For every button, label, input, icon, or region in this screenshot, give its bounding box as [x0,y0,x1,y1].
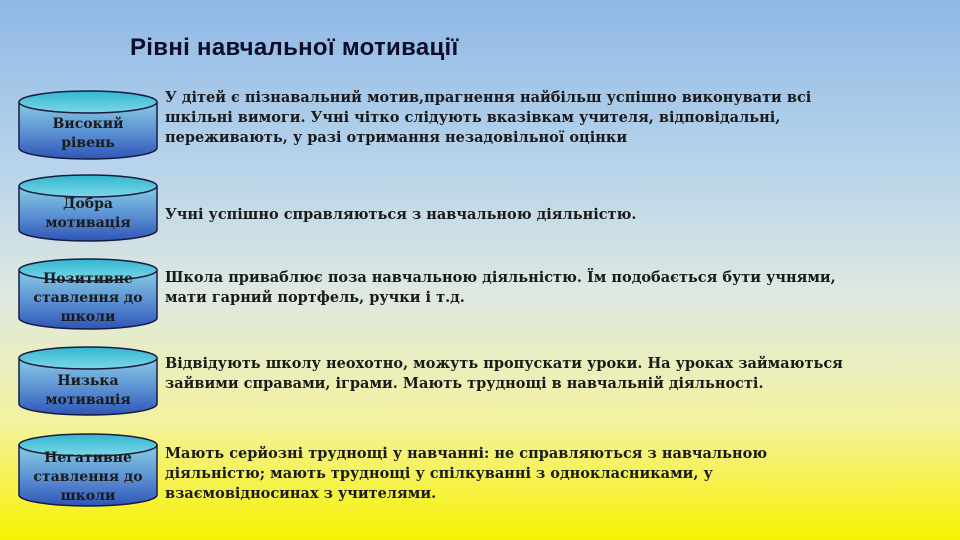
level-good [18,174,158,242]
level-description-high: У дітей є пізнавальний мотив,прагнення найбільш успішно виконувати всі шкільні вимоги. Учні чітко слідують вказівкам учителя, відповідальні, переживають, у разі отримання незадовільної оцінки [165,89,812,146]
level-negative [18,433,158,507]
level-high [18,90,158,160]
level-description-good: Учні успішно справляються з навчальною діяльністю. [165,206,637,223]
page-title: Рівні навчальної мотивації [130,34,459,61]
level-label: Добра мотивація [45,196,131,231]
level-positive [18,258,158,330]
level-label: Позитивне ставлення до школи [33,271,143,325]
level-label: Негативне ставлення до школи [33,450,143,504]
level-label: Низька мотивація [45,373,131,408]
level-label: Високий рівень [52,116,124,151]
level-description-low: Відвідують школу неохотно, можуть пропускати уроки. На уроках займаються зайвими справами, іграми. Мають труднощі в навчальній діяльності. [165,355,843,392]
level-low [18,346,158,416]
level-description-positive: Школа приваблює поза навчальною діяльністю. Їм подобається бути учнями, мати гарний портфель, ручки і т.д. [165,269,836,306]
level-description-negative: Мають серйозні труднощі у навчанні: не справляються з навчальною діяльністю; мають труднощі у спілкуванні з однокласниками, у взаємовідносинах з учителями. [165,445,768,502]
